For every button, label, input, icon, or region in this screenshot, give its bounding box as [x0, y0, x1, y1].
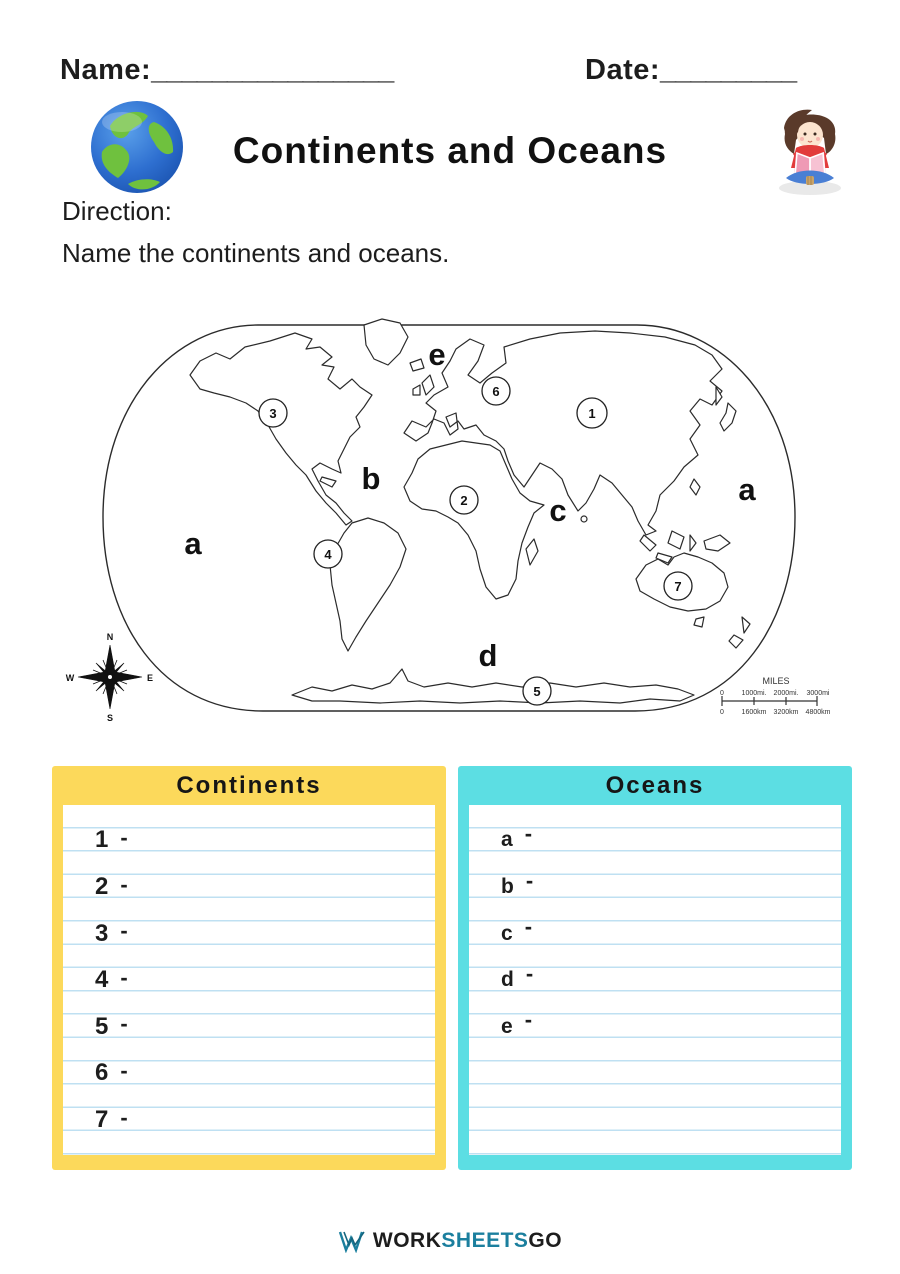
continents-answer-box: [52, 766, 446, 1170]
svg-text:3000mi: 3000mi: [806, 690, 830, 697]
name-blank-line[interactable]: ________________: [151, 54, 394, 86]
date-label: Date:: [585, 54, 661, 86]
svg-text:3200km: 3200km: [773, 709, 799, 716]
continents-answer-lines: [63, 805, 435, 1155]
marker-continent-7: [664, 572, 692, 600]
ocean-answer-row-a[interactable]: a -: [501, 820, 533, 852]
date-blank-line[interactable]: _________: [660, 54, 797, 86]
marker-continent-5: [523, 677, 551, 705]
svg-text:1000mi.: 1000mi.: [741, 690, 767, 697]
world-map: [60, 303, 860, 725]
continent-answer-row-7[interactable]: 7 -: [95, 1104, 128, 1134]
svg-text:2000mi.: 2000mi.: [773, 690, 799, 697]
compass-west-label: W: [65, 673, 75, 683]
direction-text: Name the continents and oceans.: [62, 238, 450, 268]
continent-answer-row-5[interactable]: 5 -: [95, 1011, 128, 1040]
oceans-box-title: Oceans: [605, 772, 705, 799]
svg-text:0: 0: [720, 690, 724, 697]
compass-rose-icon: [66, 632, 153, 723]
worksheetsgo-logo-icon: [338, 1229, 366, 1253]
compass-east-label: E: [146, 673, 154, 683]
svg-text:6: 6: [492, 384, 500, 399]
girl-reading-icon: [770, 98, 850, 198]
svg-text:1600km: 1600km: [741, 709, 767, 716]
svg-text:3: 3: [269, 406, 277, 421]
ocean-letter-e: e: [428, 337, 446, 372]
oceans-answer-lines: [469, 805, 841, 1155]
compass-south-label: S: [106, 713, 114, 723]
date-field: [585, 54, 796, 87]
footer: [0, 1224, 900, 1258]
compass-north-label: N: [106, 632, 114, 642]
svg-text:5: 5: [533, 684, 541, 699]
marker-continent-6: [482, 377, 510, 405]
svg-text:4800km: 4800km: [805, 709, 831, 716]
ocean-letter-c: c: [549, 493, 567, 528]
continent-answer-row-1[interactable]: 1 -: [95, 824, 128, 854]
svg-text:7: 7: [674, 579, 682, 594]
continent-answer-row-3[interactable]: 3 -: [95, 918, 128, 947]
continent-answer-row-2[interactable]: 2 -: [95, 871, 128, 901]
worksheetsgo-brand-text: WORKSHEETSGO: [372, 1229, 563, 1252]
ocean-letter-d: d: [478, 638, 498, 673]
continent-answer-row-4[interactable]: 4 -: [95, 964, 128, 994]
continents-box-title: Continents: [176, 772, 322, 799]
ocean-answer-row-e[interactable]: e -: [501, 1007, 533, 1038]
ocean-answer-row-d[interactable]: d -: [501, 960, 534, 992]
marker-continent-2: [450, 486, 478, 514]
ocean-answer-row-c[interactable]: c -: [501, 914, 533, 945]
ocean-letter-a-right: a: [738, 472, 756, 507]
svg-text:1: 1: [588, 406, 596, 421]
svg-text:4: 4: [324, 547, 332, 562]
ocean-letter-a-left: a: [184, 526, 202, 561]
marker-continent-1: [577, 398, 607, 428]
ocean-answer-row-b[interactable]: b -: [501, 867, 534, 899]
name-field: [60, 54, 393, 87]
svg-text:2: 2: [460, 493, 468, 508]
marker-continent-3: [259, 399, 287, 427]
marker-continent-4: [314, 540, 342, 568]
scale-title: MILES: [762, 676, 790, 686]
header-row: [0, 54, 900, 94]
ocean-letter-b: b: [361, 461, 381, 496]
page-title: Continents and Oceans: [232, 130, 668, 171]
direction-label: Direction:: [62, 196, 172, 226]
svg-text:0: 0: [720, 709, 724, 716]
oceans-answer-box: [458, 766, 852, 1170]
name-label: Name:: [60, 54, 152, 86]
continent-answer-row-6[interactable]: 6 -: [95, 1057, 128, 1087]
map-scale-bar: [720, 676, 831, 716]
